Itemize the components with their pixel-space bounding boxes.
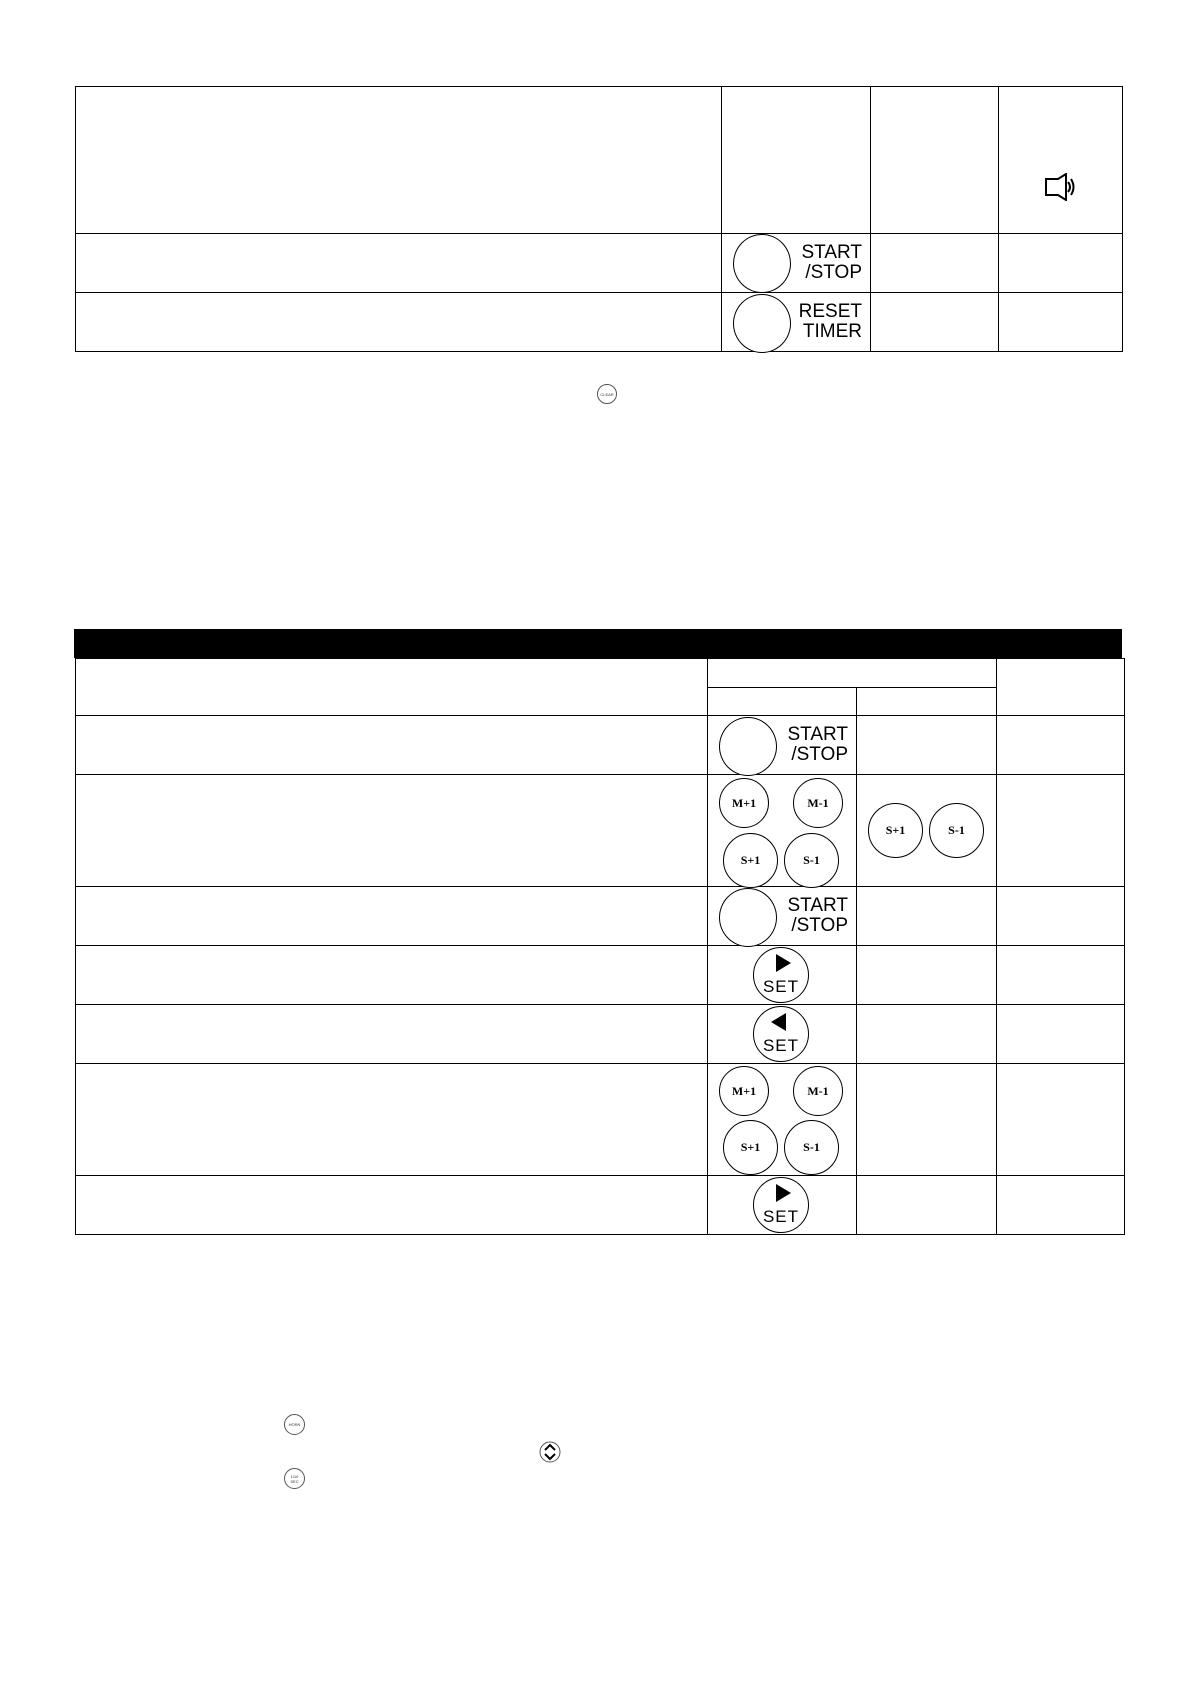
table-row — [76, 887, 1125, 946]
reset-timer-button[interactable] — [722, 293, 871, 352]
set-right-button[interactable]: SET — [753, 947, 809, 1003]
m-plus-button[interactable]: M+1 — [719, 1066, 769, 1116]
s-minus-button[interactable]: S-1 — [929, 803, 984, 858]
reset-timer-label-2: TIMER — [802, 321, 862, 342]
s-plus-button[interactable]: S+1 — [868, 803, 923, 858]
horn-icon: HORN — [284, 1414, 305, 1435]
play-right-icon — [774, 953, 792, 973]
table-row — [76, 234, 1123, 293]
table-black-header-bar — [74, 629, 1122, 658]
tenth-second-icon: 1/10 SEC — [284, 1468, 305, 1489]
set-right-button[interactable]: SET — [753, 1177, 809, 1233]
start-stop-label-2: /STOP — [805, 262, 862, 283]
table-row — [76, 1005, 1125, 1064]
table-row — [76, 1064, 1125, 1176]
set-left-button[interactable]: SET — [753, 1006, 809, 1062]
m-plus-button[interactable]: M+1 — [719, 778, 769, 828]
start-stop-button[interactable]: START /STOP — [708, 887, 857, 946]
header-cell — [871, 87, 999, 234]
play-left-icon — [770, 1012, 788, 1032]
header-cell — [722, 87, 871, 234]
reset-timer-label-1: RESET — [798, 301, 862, 322]
table-row — [76, 1176, 1125, 1235]
table-row — [76, 946, 1125, 1005]
table-row — [76, 716, 1125, 775]
s-plus-button[interactable]: S+1 — [723, 833, 778, 888]
start-stop-button[interactable]: START /STOP — [708, 716, 857, 775]
start-stop-label-1: START — [801, 242, 862, 263]
header-cell — [76, 87, 722, 234]
header-cell-sound — [999, 87, 1123, 234]
up-down-arrow-icon — [539, 1441, 561, 1463]
play-right-icon — [774, 1183, 792, 1203]
start-stop-button[interactable] — [722, 234, 871, 293]
speaker-icon — [1044, 173, 1080, 201]
table-header-row — [76, 87, 1123, 234]
table-top — [75, 86, 1123, 352]
s-plus-button[interactable]: S+1 — [723, 1120, 778, 1175]
table-row — [76, 775, 1125, 887]
s-minus-button[interactable]: S-1 — [784, 1120, 839, 1175]
s-minus-button[interactable]: S-1 — [784, 833, 839, 888]
clear-icon: CLEAR — [597, 384, 617, 404]
m-minus-button[interactable]: M-1 — [793, 778, 843, 828]
table-bottom — [75, 658, 1125, 1235]
m-minus-button[interactable]: M-1 — [793, 1066, 843, 1116]
table-row — [76, 293, 1123, 352]
